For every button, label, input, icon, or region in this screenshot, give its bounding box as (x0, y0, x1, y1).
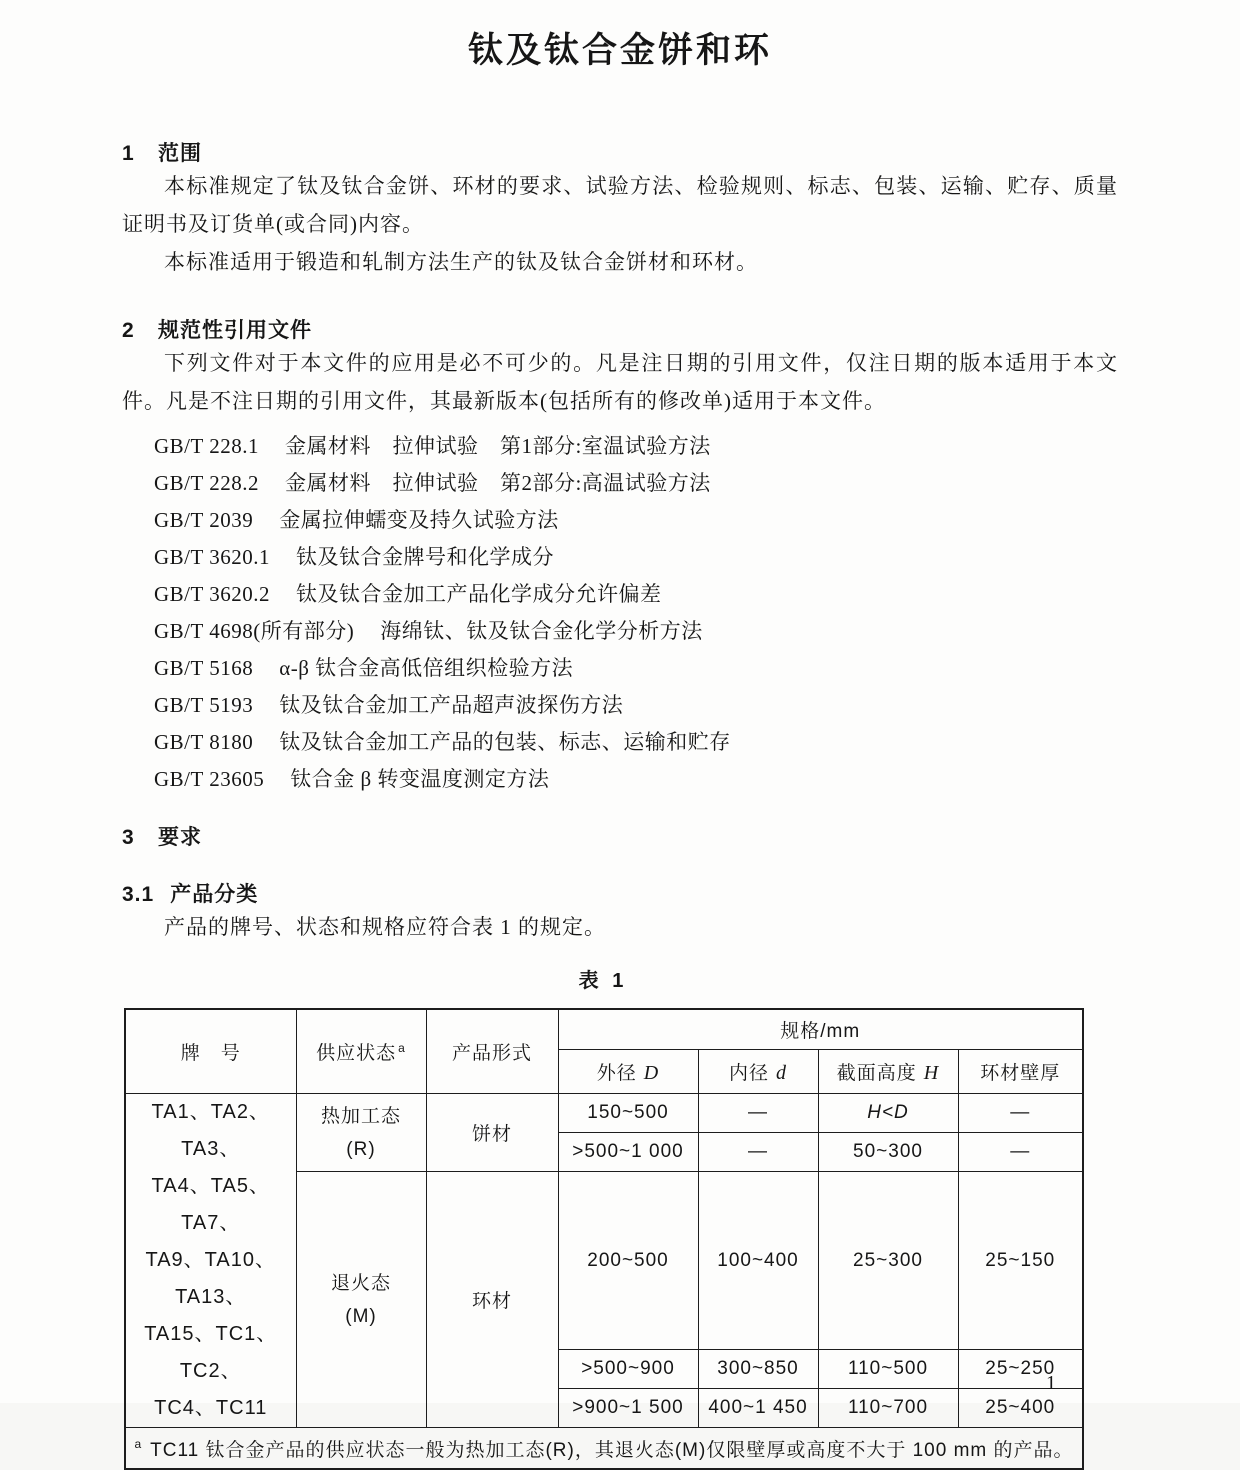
ring-wall-label: 环材壁厚 (980, 1063, 1061, 1084)
document-title: 钛及钛合金饼和环 (467, 31, 772, 70)
col-header-spec-group: 规格/mm (558, 1009, 1083, 1050)
reference-item (154, 428, 1118, 465)
inner-diameter-symbol: d (776, 1062, 787, 1084)
spec-cell: 400~1 450 (698, 1389, 818, 1428)
reference-code: GB/T 228.1 (154, 434, 259, 458)
section-3-heading (122, 824, 1118, 851)
state-name: 退火态 (330, 1272, 391, 1294)
supply-state-hot-worked (296, 1094, 426, 1172)
reference-code: GB/T 228.2 (154, 471, 259, 495)
section-height-label: 截面高度 (836, 1063, 917, 1084)
footnote-marker: a (398, 1040, 406, 1055)
references-list (122, 428, 1118, 798)
reference-code: GB/T 5168 (154, 656, 254, 680)
col-header-ring-wall (958, 1050, 1083, 1094)
state-code: (M) (345, 1305, 377, 1327)
scope-paragraph-2: 本标准适用于锻造和轧制方法生产的钛及钛合金饼材和环材。 (164, 250, 758, 274)
spec-cell: 200~500 (558, 1172, 698, 1350)
table-footnote-row (125, 1428, 1083, 1470)
outer-diameter-label: 外径 (596, 1063, 637, 1084)
reference-title: 金属拉伸蠕变及持久试验方法 (279, 508, 559, 532)
table-row (125, 1094, 1083, 1133)
col-header-outer-diameter (558, 1050, 698, 1094)
section-2-title: 规范性引用文件 (158, 319, 312, 342)
section-3-1-heading (122, 881, 1118, 908)
spec-cell: 25~400 (958, 1389, 1083, 1428)
reference-item (154, 761, 1118, 798)
table-footnote (125, 1428, 1083, 1470)
reference-item (154, 613, 1118, 650)
footnote-marker: a (134, 1437, 143, 1452)
outer-diameter-symbol: D (643, 1062, 660, 1084)
state-name: 热加工态 (320, 1105, 401, 1127)
spec-cell: 50~300 (818, 1133, 958, 1172)
col-header-inner-diameter (698, 1050, 818, 1094)
section-3-1-title: 产品分类 (170, 883, 259, 906)
reference-code: GB/T 8180 (154, 730, 254, 754)
reference-code: GB/T 5193 (154, 693, 254, 717)
reference-item (154, 650, 1118, 687)
reference-title: 钛合金 β 转变温度测定方法 (290, 767, 550, 791)
state-code: (R) (346, 1138, 376, 1160)
section-1-heading (122, 140, 1118, 167)
supply-state-annealed (296, 1172, 426, 1428)
reference-item (154, 539, 1118, 576)
reference-item (154, 576, 1118, 613)
spec-cell: H<D (818, 1094, 958, 1133)
section-2-number: 2 (122, 319, 135, 342)
spec-cell: — (698, 1094, 818, 1133)
reference-title: 钛及钛合金加工产品的包装、标志、运输和贮存 (279, 730, 731, 754)
table-1-caption: 表 1 (578, 970, 628, 992)
reference-item (154, 687, 1118, 724)
reference-code: GB/T 23605 (154, 767, 265, 791)
spec-cell: >900~1 500 (558, 1389, 698, 1428)
spec-cell: >500~900 (558, 1350, 698, 1389)
section-1-title: 范围 (158, 142, 202, 165)
reference-title: 钛及钛合金牌号和化学成分 (295, 545, 554, 569)
col-header-product-form: 产品形式 (426, 1009, 558, 1094)
reference-item (154, 465, 1118, 502)
grade-line: TC4、TC11 (154, 1397, 268, 1419)
section-1-number: 1 (122, 142, 135, 165)
reference-item (154, 724, 1118, 761)
section-3-1-number: 3.1 (122, 883, 155, 906)
reference-title: 钛及钛合金加工产品化学成分允许偏差 (295, 582, 662, 606)
grade-line: TA4、TA5、TA7、 (151, 1175, 270, 1234)
reference-title: 钛及钛合金加工产品超声波探伤方法 (279, 693, 624, 717)
reference-item (154, 502, 1118, 539)
scope-paragraph-1: 本标准规定了钛及钛合金饼、环材的要求、试验方法、检验规则、标志、包装、运输、贮存、质量证明书及订货单(或合同)内容。 (122, 174, 1118, 236)
col-header-supply-state (296, 1009, 426, 1094)
spec-cell: 25~150 (958, 1172, 1083, 1350)
spec-cell: 150~500 (558, 1094, 698, 1133)
spec-cell: — (958, 1133, 1083, 1172)
spec-cell: 110~700 (818, 1389, 958, 1428)
page-number: 1 (1046, 1372, 1056, 1394)
reference-title: 海绵钛、钛及钛合金化学分析方法 (380, 619, 703, 643)
references-intro: 下列文件对于本文件的应用是必不可少的。凡是注日期的引用文件，仅注日期的版本适用于本文件。凡是不注日期的引用文件，其最新版本(包括所有的修改单)适用于本文件。 (122, 351, 1118, 413)
section-3-number: 3 (122, 826, 135, 849)
reference-code: GB/T 4698(所有部分) (154, 619, 355, 643)
footnote-text: TC11 钛合金产品的供应状态一般为热加工态(R)，其退火态(M)仅限壁厚或高度不大于 100 mm 的产品。 (150, 1439, 1074, 1461)
grade-line: TA9、TA10、TA13、 (145, 1249, 276, 1308)
product-form-cake: 饼材 (426, 1094, 558, 1172)
spec-cell: >500~1 000 (558, 1133, 698, 1172)
inner-diameter-label: 内径 (728, 1063, 769, 1084)
grade-line: TA1、TA2、TA3、 (151, 1101, 270, 1160)
spec-cell: 300~850 (698, 1350, 818, 1389)
reference-code: GB/T 3620.1 (154, 545, 270, 569)
spec-cell: — (698, 1133, 818, 1172)
spec-cell: 25~250 (958, 1350, 1083, 1389)
spec-cell: 110~500 (818, 1350, 958, 1389)
section-3-title: 要求 (158, 826, 202, 849)
table-1 (124, 1008, 1084, 1470)
spec-cell: 100~400 (698, 1172, 818, 1350)
grade-line: TA15、TC1、TC2、 (144, 1323, 278, 1382)
reference-title: 金属材料 拉伸试验 第2部分:高温试验方法 (284, 471, 711, 495)
spec-cell: — (958, 1094, 1083, 1133)
reference-title: 金属材料 拉伸试验 第1部分:室温试验方法 (284, 434, 711, 458)
reference-code: GB/T 3620.2 (154, 582, 270, 606)
col-header-grade: 牌 号 (125, 1009, 296, 1094)
section-2-heading (122, 317, 1118, 344)
reference-code: GB/T 2039 (154, 508, 254, 532)
reference-title: α-β 钛合金高低倍组织检验方法 (279, 656, 574, 680)
classification-paragraph: 产品的牌号、状态和规格应符合表 1 的规定。 (164, 915, 606, 939)
grade-list-cell (125, 1094, 296, 1428)
col-header-section-height (818, 1050, 958, 1094)
section-height-symbol: H (923, 1062, 940, 1084)
spec-cell: 25~300 (818, 1172, 958, 1350)
supply-state-label: 供应状态 (316, 1043, 397, 1064)
product-form-ring: 环材 (426, 1172, 558, 1428)
